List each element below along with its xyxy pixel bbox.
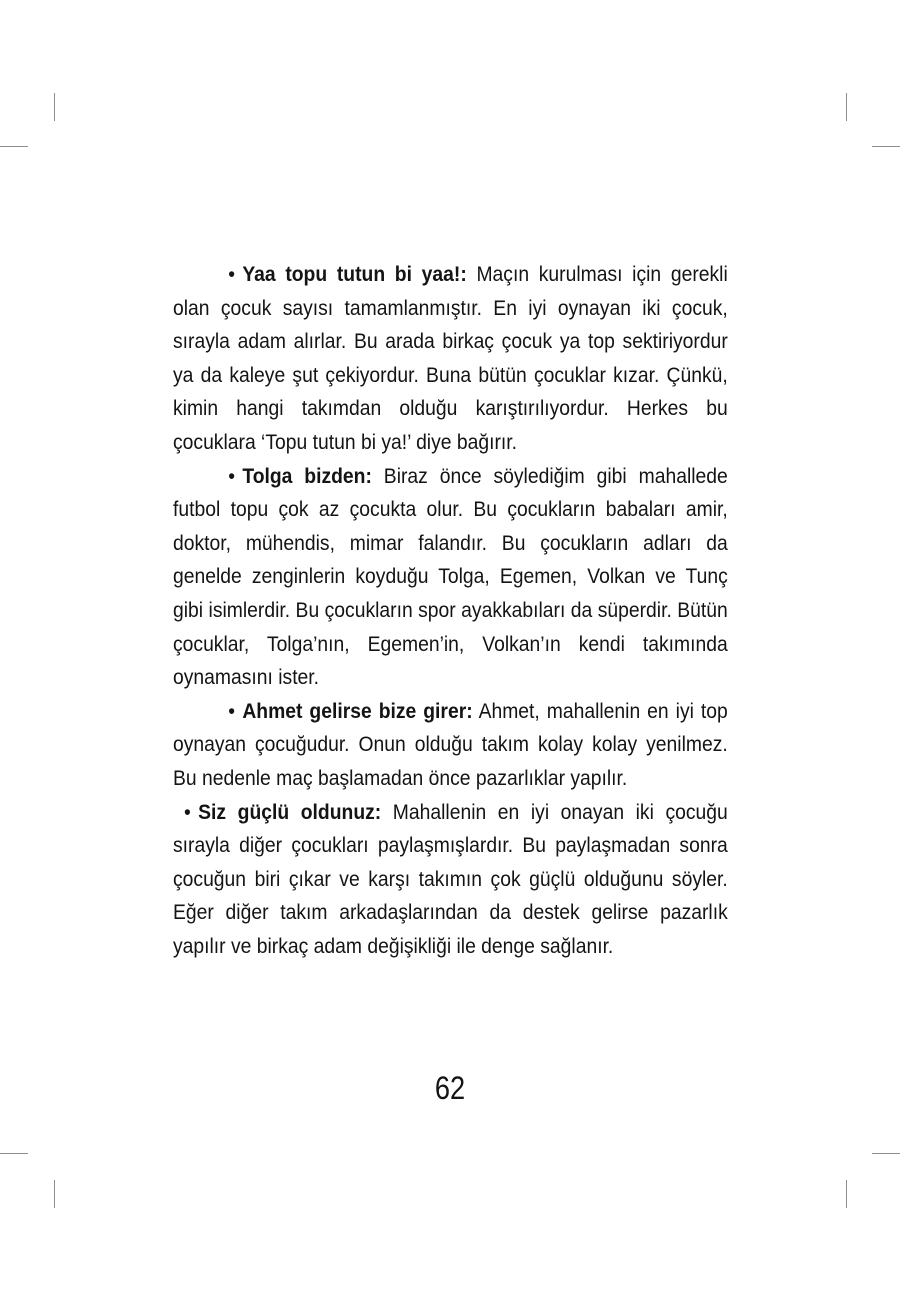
crop-mark-top-right-vertical	[846, 93, 847, 121]
paragraph-ahmet-gelirse	[173, 695, 728, 796]
paragraph-text: Ahmet, mahallenin en iyi top oynayan çocuğudur. Onun olduğu takım kolay kolay yenilmez. Bu nedenle maç başlamadan önce pazarlıklar yapılır.	[173, 699, 728, 790]
paragraph-tolga-bizden	[173, 460, 728, 695]
crop-mark-top-right-horizontal	[872, 146, 900, 147]
paragraph-text: Biraz önce söylediğim gibi mahallede futbol topu çok az çocukta olur. Bu çocukların babaları amir, doktor, mühendis, mimar falandır. Bu çocukların adları da genelde zenginlerin koyduğu Tolga, Egemen, Volkan ve Tunç gibi isimlerdir. Bu çocukların spor ayakkabıları da süperdir. Bütün çocuklar, Tolga’nın, Egemen’in, Volkan’ın kendi takımında oynamasını ister.	[173, 464, 728, 690]
crop-mark-bottom-right-horizontal	[872, 1153, 900, 1154]
bullet-icon: •	[228, 263, 235, 286]
page-number: 62	[434, 1070, 466, 1106]
paragraph-term: Ahmet gelirse bize girer:	[242, 699, 473, 723]
crop-mark-top-left-vertical	[54, 93, 55, 121]
bullet-icon: •	[184, 800, 191, 824]
crop-mark-bottom-right-vertical	[846, 1180, 847, 1208]
crop-mark-top-left-horizontal	[0, 146, 28, 147]
paragraph-term: Yaa topu tutun bi yaa!:	[242, 263, 467, 286]
crop-mark-bottom-left-horizontal	[0, 1153, 28, 1154]
paragraph-term: Siz güçlü oldunuz:	[198, 800, 382, 824]
paragraph-text: Maçın kurulması için gerekli olan çocuk sayısı tamamlanmıştır. En iyi oynayan iki çocuk, sırayla adam alırlar. Bu arada birkaç çocuk ya top sektiriyordur ya da kaleye şut çekiyordur. Buna bütün çocuklar kızar. Çünkü, kimin hangi takımdan olduğu karıştırılıyordur. Herkes bu çocuklara ‘Topu tutun bi ya!’ diye bağırır.	[173, 263, 728, 454]
body-text	[173, 258, 728, 963]
bullet-icon: •	[228, 464, 235, 488]
paragraph-term: Tolga bizden:	[242, 464, 372, 488]
paragraph-text: Mahallenin en iyi onayan iki çocuğu sırayla diğer çocukları paylaşmışlardır. Bu paylaşmadan sonra çocuğun biri çıkar ve karşı takımın çok güçlü olduğunu söyler. Eğer diğer takım arkadaşlarından da destek gelirse pazarlık yapılır ve birkaç adam değişikliği ile denge sağlanır.	[173, 800, 728, 958]
crop-mark-bottom-left-vertical	[54, 1180, 55, 1208]
paragraph-yaa-topu-tutun	[173, 258, 728, 460]
bullet-icon: •	[228, 699, 235, 723]
paragraph-siz-guclu-oldunuz	[173, 796, 728, 964]
